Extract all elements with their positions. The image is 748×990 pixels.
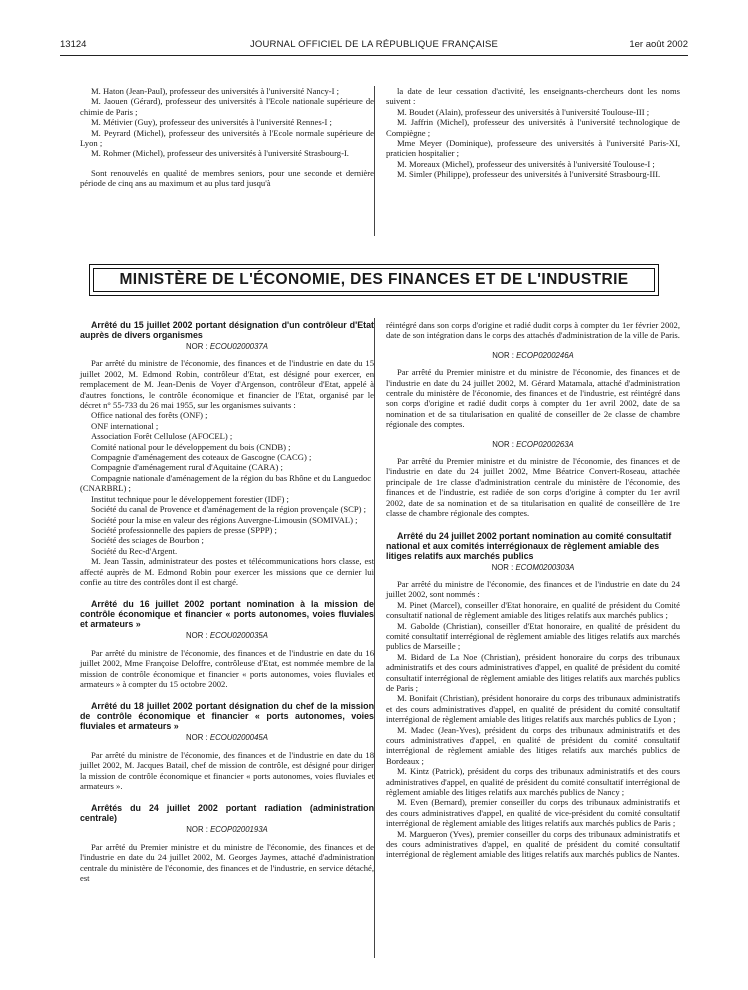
paragraph: M. Rohmer (Michel), professeur des universités à l'université Strasbourg-I.	[91, 148, 349, 159]
column-separator	[374, 318, 375, 958]
paragraph: Par arrêté du ministre de l'économie, des finances et de l'industrie en date du 18 juillet 2002, M. Jacques Batail, chef de mission de contrôle, est désigné pour diriger la mission de contrôle économique et financier « ports autonomes, voies fluviales et armateurs ».	[80, 749, 374, 791]
list-item: Société du canal de Provence et d'aménagement de la région provençale (SCP) ;	[91, 504, 367, 515]
nor-reference: NOR : ECOP0200193A	[186, 825, 268, 835]
page-number: 13124	[60, 39, 87, 50]
paragraph: M. Simler (Philippe), professeur des universités à l'université Strasbourg-III.	[397, 169, 661, 180]
paragraph: Par arrêté du Premier ministre et du ministre de l'économie, des finances et de l'industrie en date du 24 juillet 2002, M. Gérard Matamala, attaché d'administration centrale du ministère de l'économie, des finances et de l'industrie, est réintégré dans son corps d'origine et radié dudit corps à compter du 1er avril 2002, date de sa nomination et de sa titularisation en qualité de conseiller de 2e classe de chambre régionale des comptes.	[386, 367, 680, 430]
list-item: Association Forêt Cellulose (AFOCEL) ;	[91, 431, 233, 442]
list-item: M. Madec (Jean-Yves), président du corps des tribunaux administratifs et des cours administratives d'appel, en qualité de président du comité consultatif interrégional de règlement amiable des litiges relatifs aux marchés publics de Bordeaux ;	[386, 724, 680, 766]
list-item: Comité national pour le développement du bois (CNDB) ;	[91, 441, 291, 452]
paragraph: Par arrêté du ministre de l'économie, des finances et de l'industrie en date du 24 juillet 2002, sont nommés :	[386, 578, 680, 600]
issue-date: 1er août 2002	[629, 39, 688, 50]
journal-title: JOURNAL OFFICIEL DE LA RÉPUBLIQUE FRANÇAISE	[249, 39, 499, 50]
list-item: Société professionnelle des papiers de presse (SPPP) ;	[91, 524, 277, 535]
list-item: M. Pinet (Marcel), conseiller d'Etat honoraire, en qualité de président du Comité consultatif national de règlement amiable des litiges relatifs aux marchés publics ;	[386, 599, 680, 621]
list-item: Compagnie d'aménagement rural d'Aquitaine (CARA) ;	[91, 462, 283, 473]
decree-title: Arrêtés du 24 juillet 2002 portant radiation (administration centrale)	[80, 803, 374, 824]
paragraph: la date de leur cessation d'activité, les enseignants-chercheurs dont les noms suivent :	[386, 86, 680, 107]
nor-reference: NOR : ECOM0200303A	[491, 562, 575, 572]
list-item: M. Margueron (Yves), premier conseiller du corps des tribunaux administratifs et des cours administratives d'appel, en qualité de président du comité consultatif interrégional de règlement amiable des litiges relatifs aux marchés publics de Nantes.	[386, 828, 680, 860]
list-item: Société du Rec-d'Argent.	[91, 545, 178, 556]
paragraph: Mme Meyer (Dominique), professeure des universités à l'université Paris-XI, praticien hospitalier ;	[386, 138, 680, 159]
column-separator	[374, 86, 375, 236]
list-item: Société des sciages de Bourbon ;	[91, 535, 204, 546]
paragraph: M. Métivier (Guy), professeur des universités à l'université Rennes-I ;	[91, 117, 332, 128]
list-item: Office national des forêts (ONF) ;	[91, 410, 208, 421]
paragraph: M. Jean Tassin, administrateur des postes et télécommunications hors classe, est affecté auprès de M. Edmond Robin pour exercer les missions que ce dernier lui confie au titre des contrôles dont il est chargé.	[80, 556, 374, 587]
paragraph: Par arrêté du Premier ministre et du ministre de l'économie, des finances et de l'industrie en date du 24 juillet 2002, M. Georges Jaymes, attaché d'administration centrale du ministère de l'économie, des finances et de l'industrie, en service détaché, est	[80, 841, 374, 884]
main-left-column	[80, 320, 374, 883]
ministry-title: MINISTÈRE DE L'ÉCONOMIE, DES FINANCES ET DE L'INDUSTRIE	[93, 268, 655, 292]
decree-title: Arrêté du 18 juillet 2002 portant désignation du chef de la mission de contrôle économique et financier « ports autonomes, voies fluviales et armateurs »	[80, 701, 374, 732]
list-item: M. Gabolde (Christian), conseiller d'Etat honoraire, en qualité de président du comité consultatif interrégional de règlement amiable des litiges relatifs aux marchés publics de Marseille ;	[386, 620, 680, 652]
paragraph: Par arrêté du ministre de l'économie, des finances et de l'industrie en date du 16 juillet 2002, Mme Françoise Deloffre, contrôleuse d'Etat, est nommée membre de la mission de contrôle économique et financier « ports autonomes, voies fluviales et armateurs » à compter du 15 octobre 2002.	[80, 647, 374, 689]
header-rule	[60, 55, 688, 56]
paragraph: Par arrêté du ministre de l'économie, des finances et de l'industrie en date du 15 juillet 2002, M. Edmond Robin, contrôleur d'Etat, est désigné pour exercer, en remplacement de M. Jean-Denis de Voyer d'Argenson, contrôleur d'Etat, appelé à d'autres fonctions, le contrôle économique et financier de l'Etat, organisé par le décret n° 55-733 du 26 mai 1955, sur les organismes suivants :	[80, 358, 374, 411]
list-item: Institut technique pour le développement forestier (IDF) ;	[91, 493, 289, 504]
nor-reference: NOR : ECOU0200045A	[186, 733, 268, 743]
organisms-list	[80, 410, 374, 556]
paragraph: M. Peyrard (Michel), professeur des universités à l'Ecole normale supérieure de Lyon ;	[80, 127, 374, 149]
list-item: Compagnie d'aménagement des coteaux de Gascogne (CACG) ;	[91, 452, 312, 463]
nor-reference: NOR : ECOU0200035A	[186, 631, 268, 641]
list-item: M. Even (Bernard), premier conseiller du corps des tribunaux administratifs et des cours administratives d'appel, en qualité de vice-président du comité consultatif interrégional de règlement amiable des litiges relatifs aux marchés publics de Paris ;	[386, 797, 680, 829]
paragraph: M. Jaffrin (Michel), professeur des universités à l'université technologique de Compiègne ;	[386, 117, 680, 138]
list-item: M. Kintz (Patrick), président du corps des tribunaux administratifs et des cours administratives d'appel, en qualité de président du comité consultatif interrégional de règlement amiable des litiges relatifs aux marchés publics de Nancy ;	[386, 766, 680, 798]
page-header	[60, 40, 688, 54]
list-item: ONF international ;	[91, 420, 159, 431]
nor-reference: NOR : ECOP0200246A	[492, 350, 574, 360]
decree-title: Arrêté du 16 juillet 2002 portant nomination à la mission de contrôle économique et financier « ports autonomes, voies fluviales et armateurs »	[80, 599, 374, 630]
list-item: Société pour la mise en valeur des régions Auvergne-Limousin (SOMIVAL) ;	[91, 514, 358, 525]
list-item: M. Bidard de La Noe (Christian), président honoraire du corps des tribunaux administratifs et des cours administratives d'appel, en qualité de président du comité consultatif interrégional de règlement amiable des litiges relatifs aux marchés publics de Paris ;	[386, 651, 680, 693]
decree-title: Arrêté du 15 juillet 2002 portant désignation d'un contrôleur d'Etat auprès de divers organismes	[80, 320, 374, 340]
paragraph: M. Jaouen (Gérard), professeur des universités à l'Ecole nationale supérieure de chimie de Paris ;	[80, 96, 374, 117]
nor-reference: NOR : ECOU0200037A	[186, 342, 268, 351]
paragraph: réintégré dans son corps d'origine et radié dudit corps à compter du 1er février 2002, date de son intégration dans le corps des attachés d'administration de la ville de Paris.	[386, 320, 680, 341]
list-item: Compagnie nationale d'aménagement de la région du bas Rhône et du Languedoc (CNARBRL) ;	[80, 472, 372, 494]
main-right-column	[386, 320, 680, 860]
paragraph: M. Moreaux (Michel), professeur des universités à l'université Toulouse-I ;	[397, 158, 655, 169]
top-right-column	[386, 86, 680, 180]
nor-reference: NOR : ECOP0200263A	[492, 439, 574, 449]
paragraph: Par arrêté du Premier ministre et du ministre de l'économie, des finances et de l'industrie en date du 24 juillet 2002, Mme Béatrice Convert-Roseau, attachée principale de 1re classe d'administration centrale du ministère de l'économie, des finances et de l'industrie, est radiée de son corps d'origine à compter du 1er avril 2002, date de sa nomination et de sa titularisation en qualité de conseillère de 1re classe de chambre régionale des comptes.	[386, 456, 680, 519]
paragraph: Sont renouvelés en qualité de membres seniors, pour une seconde et dernière période de cinq ans au maximum et au plus tard jusqu'à	[80, 167, 374, 189]
decree-title: Arrêté du 24 juillet 2002 portant nomination au comité consultatif national et aux comités interrégionaux de règlement amiable des litiges relatifs aux marchés publics	[386, 530, 672, 561]
list-item: M. Bonifait (Christian), président honoraire du corps des tribunaux administratifs et des cours administratives d'appel, en qualité de président du comité consultatif interrégional de règlement amiable des litiges relatifs aux marchés publics de Lyon ;	[386, 693, 680, 725]
paragraph: M. Boudet (Alain), professeur des universités à l'université Toulouse-III ;	[397, 106, 650, 117]
top-left-column	[80, 86, 374, 189]
ministry-heading-box	[89, 264, 659, 296]
paragraph: M. Haton (Jean-Paul), professeur des universités à l'université Nancy-I ;	[91, 86, 340, 96]
